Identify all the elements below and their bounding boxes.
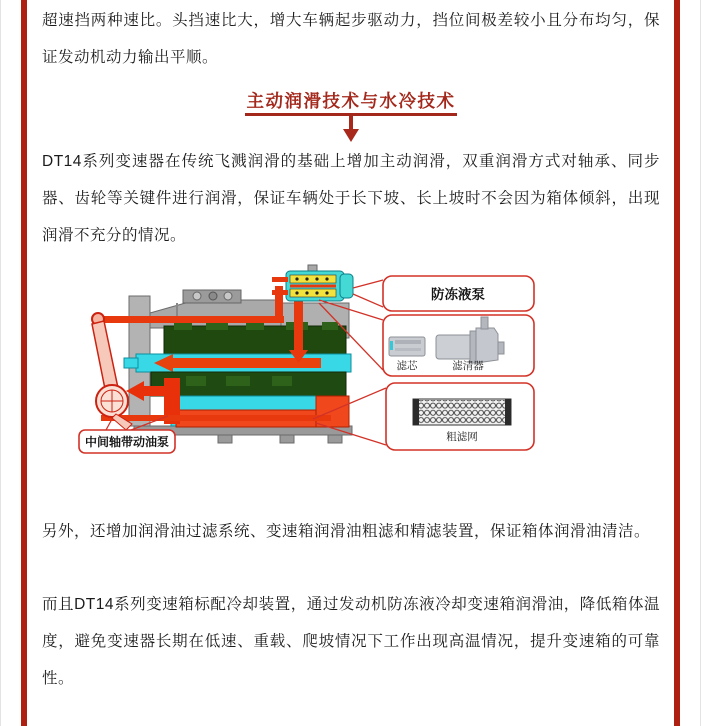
countershaft-pump-labelbox	[79, 430, 175, 453]
filter-assembly-label: 滤清器	[452, 360, 484, 372]
article-frame	[21, 0, 680, 726]
oil-pump-linkage	[92, 313, 132, 430]
heat-exchanger	[272, 265, 353, 301]
section-heading-block	[42, 90, 660, 143]
callout-coarse-screen	[386, 383, 534, 450]
paragraph-filter: 另外，还增加润滑油过滤系统、变速箱润滑油粗滤和精滤装置，保证箱体润滑油清洁。	[42, 523, 651, 540]
countershaft-pump-label: 中间轴带动油泵	[84, 435, 170, 449]
filter-element-label: 滤芯	[396, 360, 418, 372]
antifreeze-pump-label: 防冻液泵	[431, 287, 485, 302]
paragraph-intro: 超速挡两种速比。头挡速比大，增大车辆起步驱动力，挡位间极差较小且分布均匀，保证发动机动力输出平顺。	[42, 12, 660, 66]
down-arrow-icon	[341, 116, 361, 143]
coarse-screen-image	[413, 399, 511, 425]
callout-filters	[383, 315, 534, 376]
callout-antifreeze-pump	[383, 276, 534, 311]
transmission-diagram	[76, 258, 660, 475]
paragraph-lubrication: DT14系列变速器在传统飞溅润滑的基础上增加主动润滑，双重润滑方式对轴承、同步器、齿轮等关键件进行润滑，保证车辆处于长下坡、长上坡时不会因为箱体倾斜，出现润滑不充分的情况。	[42, 153, 660, 244]
paragraph-cooling: 而且DT14系列变速箱标配冷却装置，通过发动机防冻液冷却变速箱润滑油，降低箱体温度，避免变速器长期在低速、重载、爬坡情况下工作出现高温情况，提升变速箱的可靠性。	[42, 596, 660, 687]
section-heading: 主动润滑技术与水冷技术	[246, 91, 456, 111]
filter-element-image	[389, 337, 425, 356]
coarse-screen-label: 粗滤网	[446, 431, 478, 443]
